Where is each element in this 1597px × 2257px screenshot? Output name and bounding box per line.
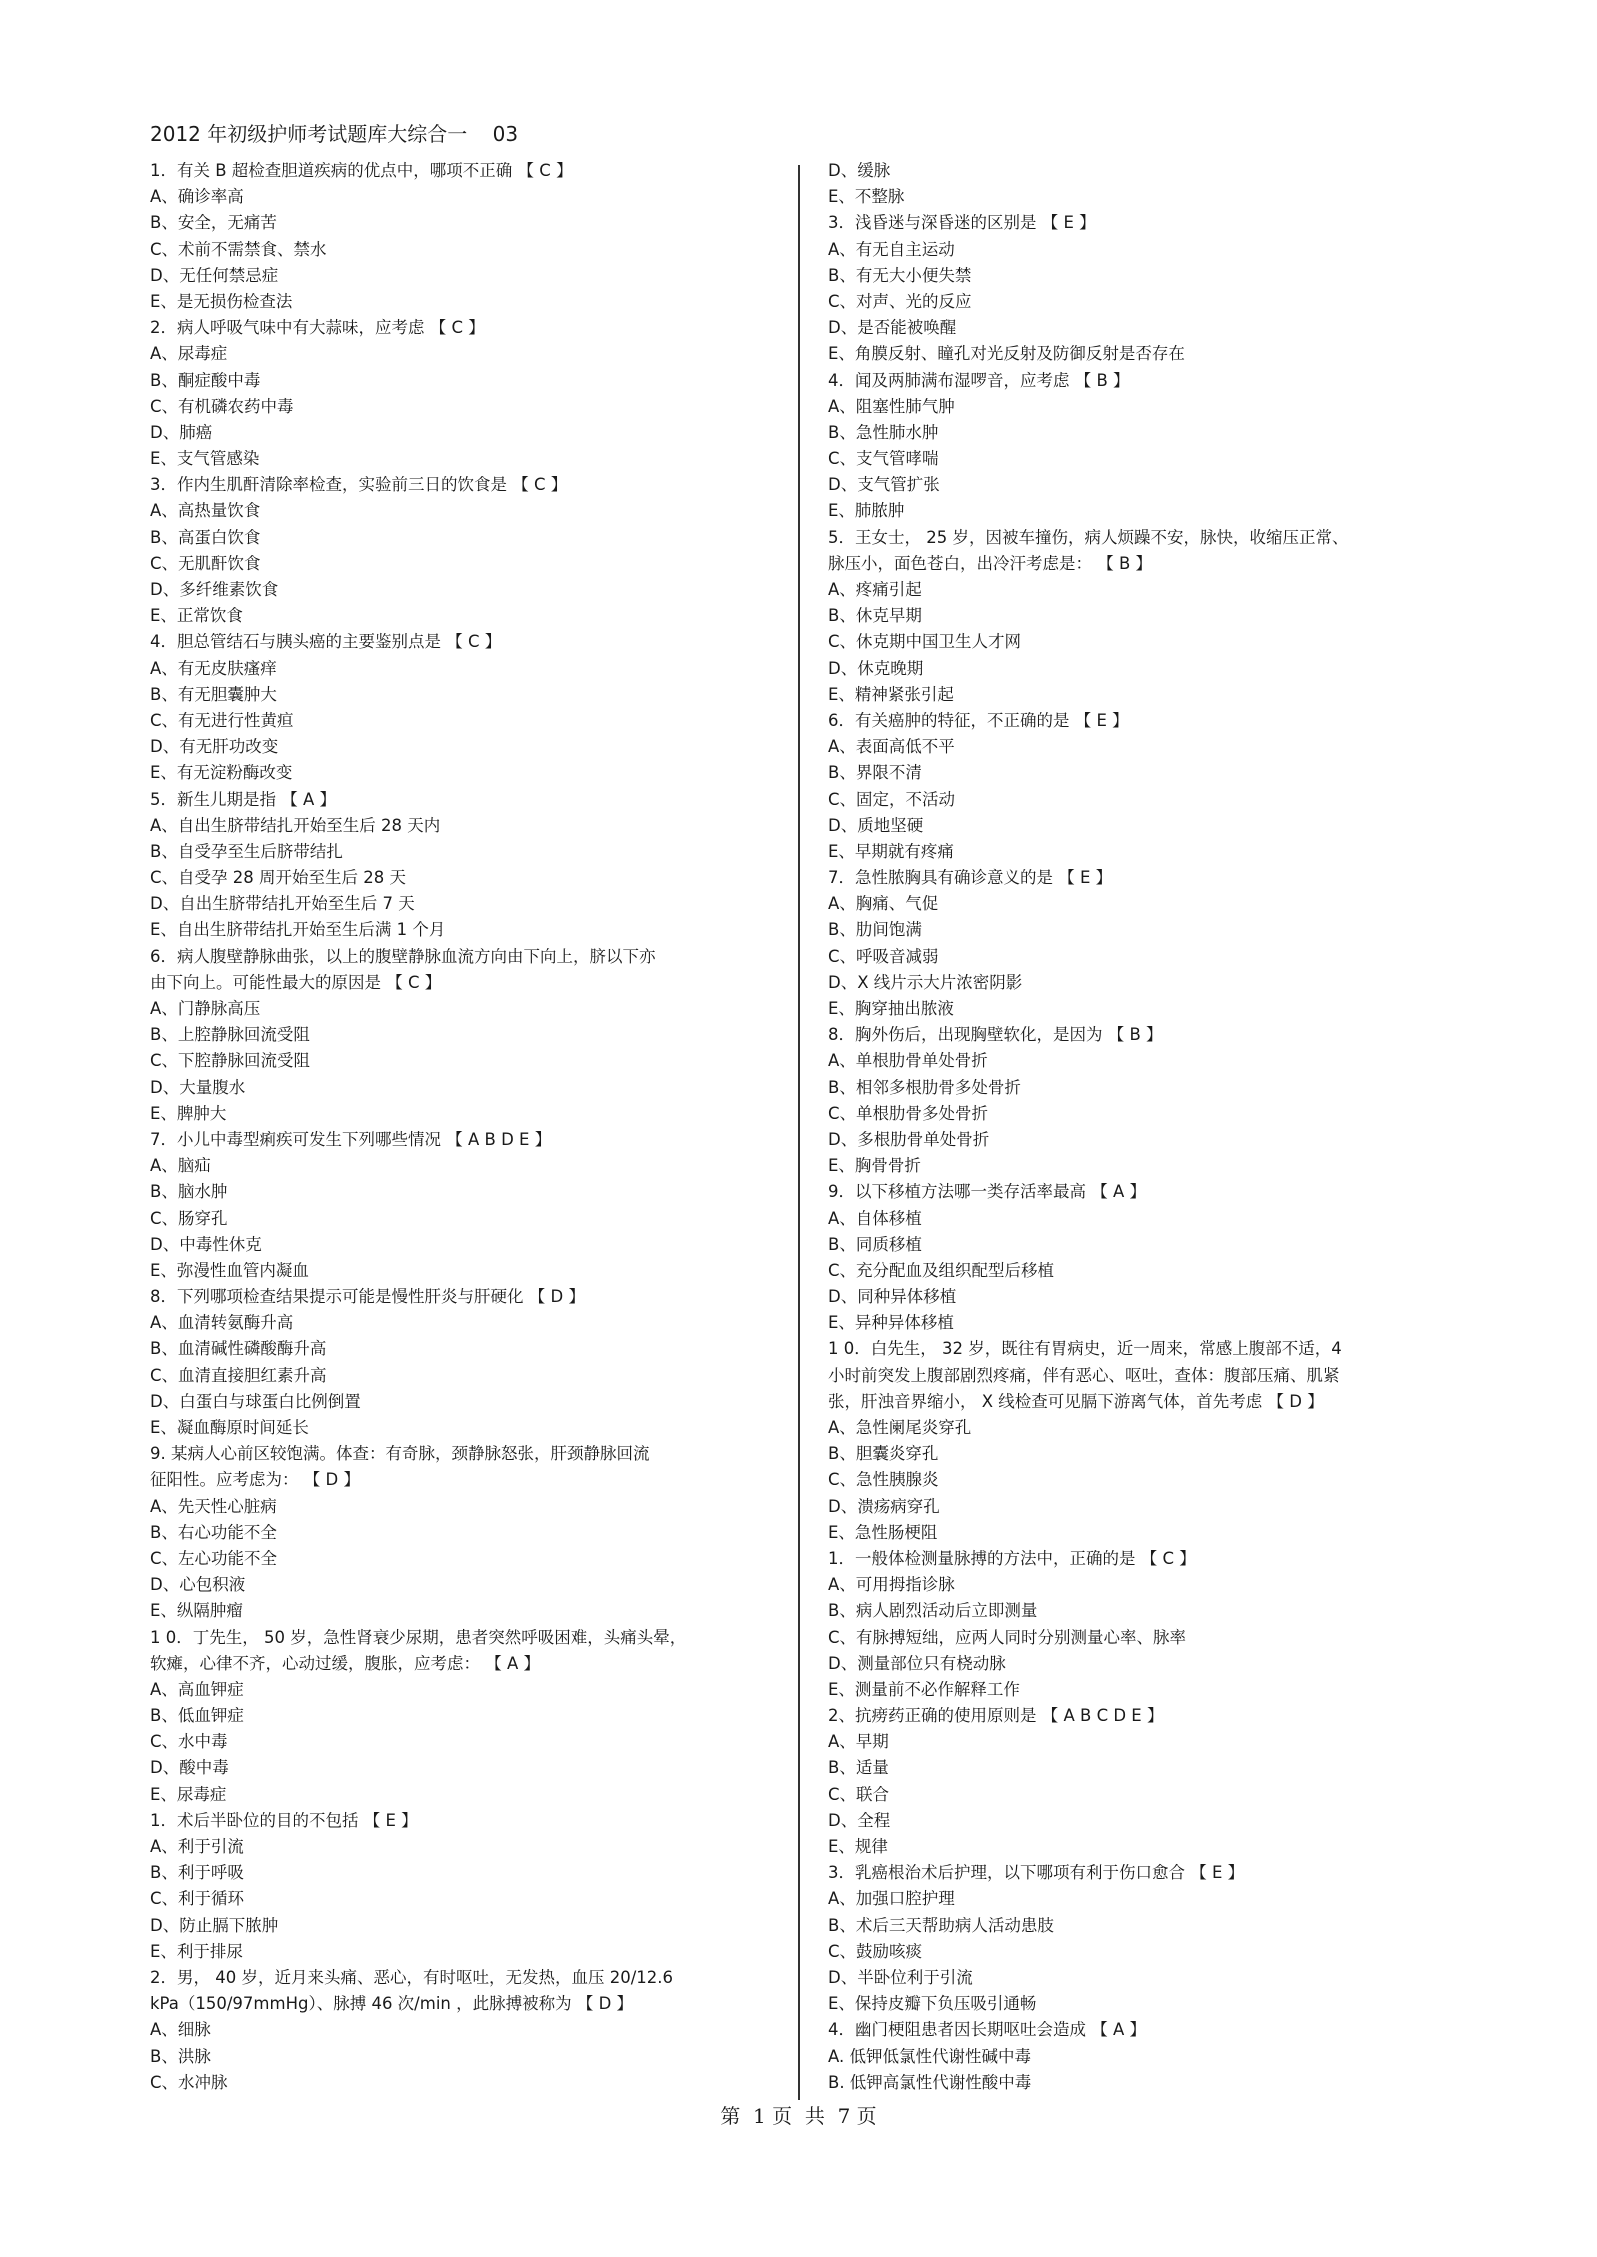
text-line: A、细脉 xyxy=(150,2020,211,2040)
text-line: D、休克晚期 xyxy=(828,658,924,678)
text-line: 8．下列哪项检查结果提示可能是慢性肝炎与肝硬化 【 D 】 xyxy=(150,1287,585,1307)
text-line: C、下腔静脉回流受阻 xyxy=(150,1051,311,1071)
text-line: C、呼吸音减弱 xyxy=(828,946,939,966)
text-line: E、不整脉 xyxy=(828,187,905,207)
text-line: D、多纤维素饮食 xyxy=(150,580,279,599)
text-line: D、同种异体移植 xyxy=(828,1287,957,1307)
text-line: A、有无皮肤瘙痒 xyxy=(150,658,277,678)
text-line: E、自出生脐带结扎开始至生后满 1 个月 xyxy=(150,920,446,940)
text-line: C、利于循环 xyxy=(150,1889,245,1909)
text-line: C、左心功能不全 xyxy=(150,1548,278,1568)
text-line: D、测量部位只有桡动脉 xyxy=(828,1653,1006,1673)
text-line: D、多根肋骨单处骨折 xyxy=(828,1129,990,1149)
text-line: A、可用拇指诊脉 xyxy=(828,1575,955,1595)
text-line: C、急性胰腺炎 xyxy=(828,1470,939,1490)
text-line: A. 低钾低氯性代谢性碱中毒 xyxy=(828,2046,1031,2066)
left-column xyxy=(150,158,750,2096)
text-line: E、保持皮瓣下负压吸引通畅 xyxy=(828,1994,1037,2014)
text-line: B、相邻多根肋骨多处骨折 xyxy=(828,1077,1021,1097)
text-line: A、门静脉高压 xyxy=(150,999,261,1018)
text-line: D、防止膈下脓肿 xyxy=(150,1915,279,1935)
text-line: D、半卧位利于引流 xyxy=(828,1967,973,1987)
text-line: A、尿毒症 xyxy=(150,344,228,364)
text-line: 征阳性。应考虑为： 【 D 】 xyxy=(150,1470,360,1490)
text-line: D、支气管扩张 xyxy=(828,475,940,495)
text-line: B、同质移植 xyxy=(828,1234,922,1254)
text-line: 8．胸外伤后，出现胸壁软化，是因为 【 B 】 xyxy=(828,1025,1163,1045)
text-line: E、是无损伤检查法 xyxy=(150,291,293,311)
text-line: D、是否能被唤醒 xyxy=(828,318,957,338)
text-line: B、右心功能不全 xyxy=(150,1522,277,1542)
text-line: 6．病人腹壁静脉曲张，以上的腹壁静脉血流方向由下向上，脐以下亦 xyxy=(150,946,656,966)
text-line: E、胸穿抽出脓液 xyxy=(828,999,954,1018)
text-line: D、酸中毒 xyxy=(150,1758,229,1778)
column-divider xyxy=(798,165,800,2100)
text-line: B、术后三天帮助病人活动患肢 xyxy=(828,1915,1054,1935)
text-line: C、水中毒 xyxy=(150,1732,228,1752)
text-line: B、界限不清 xyxy=(828,763,922,783)
text-line: C、固定，不活动 xyxy=(828,789,956,809)
text-line: E、凝血酶原时间延长 xyxy=(150,1418,309,1437)
text-line: 2．男， 40 岁，近月来头痛、恶心，有时呕吐，无发热，血压 20/12.6 xyxy=(150,1967,674,1987)
text-line: 7．小儿中毒型痢疾可发生下列哪些情况 【 A B D E 】 xyxy=(150,1129,552,1149)
text-line: E、有无淀粉酶改变 xyxy=(150,763,293,783)
text-line: A、早期 xyxy=(828,1732,889,1752)
text-line: A、阻塞性肺气肿 xyxy=(828,396,955,416)
text-line: E、角膜反射、瞳孔对光反射及防御反射是否存在 xyxy=(828,344,1185,364)
text-line: 3．乳癌根治术后护理，以下哪项有利于伤口愈合 【 E 】 xyxy=(828,1863,1245,1883)
text-line: C、水冲脉 xyxy=(150,2072,228,2092)
text-line: E、精神紧张引起 xyxy=(828,684,954,704)
text-line: E、脾肿大 xyxy=(150,1103,227,1123)
text-line: B、病人剧烈活动后立即测量 xyxy=(828,1601,1038,1621)
text-line: A、急性阑尾炎穿孔 xyxy=(828,1418,972,1437)
text-line: 9．以下移植方法哪一类存活率最高 【 A 】 xyxy=(828,1182,1147,1202)
text-line: 3．作内生肌酐清除率检查，实验前三日的饮食是 【 C 】 xyxy=(150,475,568,495)
text-line: C、有无进行性黄疸 xyxy=(150,710,294,730)
text-line: D、大量腹水 xyxy=(150,1077,246,1097)
text-line: 张，肝浊音界缩小， X 线检查可见膈下游离气体，首先考虑 【 D 】 xyxy=(828,1391,1324,1411)
text-line: B、安全，无痛苦 xyxy=(150,213,277,233)
text-line: D、质地坚硬 xyxy=(828,815,924,835)
page-footer: 第 1 页 共 7 页 xyxy=(720,2104,877,2128)
text-line: 1 0．白先生， 32 岁，既往有胃病史，近一周来，常感上腹部不适，4 xyxy=(828,1339,1342,1359)
text-line: C、单根肋骨多处骨折 xyxy=(828,1103,989,1123)
text-line: E、胸骨骨折 xyxy=(828,1156,921,1176)
text-line: 2、抗痨药正确的使用原则是 【 A B C D E 】 xyxy=(828,1706,1164,1726)
text-line: C、休克期中国卫生人才网 xyxy=(828,632,1022,652)
text-line: E、早期就有疼痛 xyxy=(828,841,954,861)
text-line: E、异种异体移植 xyxy=(828,1313,954,1333)
text-line: A、高血钾症 xyxy=(150,1679,244,1699)
text-line: B. 低钾高氯性代谢性酸中毒 xyxy=(828,2072,1032,2092)
text-line: A、确诊率高 xyxy=(150,187,244,207)
text-line: D、溃疡病穿孔 xyxy=(828,1496,940,1516)
right-column xyxy=(828,158,1428,2096)
text-line: 5．新生儿期是指 【 A 】 xyxy=(150,789,337,809)
text-line: C、有机磷农药中毒 xyxy=(150,396,294,416)
text-line: D、有无肝功改变 xyxy=(150,737,279,757)
text-line: C、对声、光的反应 xyxy=(828,291,972,311)
text-line: E、弥漫性血管内凝血 xyxy=(150,1260,309,1280)
text-line: E、纵隔肿瘤 xyxy=(150,1601,243,1621)
text-line: B、有无胆囊肿大 xyxy=(150,684,277,704)
text-line: B、血清碱性磷酸酶升高 xyxy=(150,1339,327,1359)
text-line: E、正常饮食 xyxy=(150,606,243,626)
text-line: kPa（150/97mmHg）、脉搏 46 次/min ，此脉搏被称为 【 D 】 xyxy=(150,1994,634,2014)
text-line: D、无任何禁忌症 xyxy=(150,265,279,285)
text-line: E、支气管感染 xyxy=(150,449,260,469)
text-line: B、急性肺水肿 xyxy=(828,422,939,442)
text-line: 4．胆总管结石与胰头癌的主要鉴别点是 【 C 】 xyxy=(150,632,502,652)
text-line: B、低血钾症 xyxy=(150,1706,244,1726)
text-line: C、自受孕 28 周开始至生后 28 天 xyxy=(150,868,406,888)
text-line: A、利于引流 xyxy=(150,1837,244,1856)
text-line: C、无肌酐饮食 xyxy=(150,553,261,573)
text-line: D、自出生脐带结扎开始至生后 7 天 xyxy=(150,894,415,914)
text-line: B、洪脉 xyxy=(150,2046,211,2066)
text-line: A、自体移植 xyxy=(828,1208,922,1228)
text-line: C、有脉搏短绌，应两人同时分别测量心率、脉率 xyxy=(828,1627,1187,1647)
text-line: 3．浅昏迷与深昏迷的区别是 【 E 】 xyxy=(828,213,1096,233)
text-line: B、有无大小便失禁 xyxy=(828,265,972,285)
text-line: A、表面高低不平 xyxy=(828,737,955,757)
text-line: B、肋间饱满 xyxy=(828,920,922,940)
text-line: E、规律 xyxy=(828,1837,888,1856)
text-line: B、利于呼吸 xyxy=(150,1863,244,1883)
text-line: A、高热量饮食 xyxy=(150,501,261,521)
text-line: A、胸痛、气促 xyxy=(828,894,939,914)
text-line: B、酮症酸中毒 xyxy=(150,370,261,390)
text-line: A、有无自主运动 xyxy=(828,239,955,259)
text-line: B、脑水肿 xyxy=(150,1182,228,1202)
text-line: 7．急性脓胸具有确诊意义的是 【 E 】 xyxy=(828,868,1113,888)
text-line: B、适量 xyxy=(828,1758,889,1778)
text-line: E、肺脓肿 xyxy=(828,501,905,521)
text-line: A、先天性心脏病 xyxy=(150,1496,277,1516)
text-line: E、利于排尿 xyxy=(150,1941,243,1961)
text-line: A、脑疝 xyxy=(150,1156,211,1176)
text-line: 脉压小，面色苍白，出冷汗考虑是： 【 B 】 xyxy=(828,553,1153,573)
text-line: C、充分配血及组织配型后移植 xyxy=(828,1260,1055,1280)
text-line: 5．王女士， 25 岁，因被车撞伤，病人烦躁不安，脉快，收缩压正常、 xyxy=(828,527,1349,547)
text-line: 1．一般体检测量脉搏的方法中，正确的是 【 C 】 xyxy=(828,1548,1196,1568)
text-line: 小时前突发上腹部剧烈疼痛，伴有恶心、呕吐，查体：腹部压痛、肌紧 xyxy=(828,1365,1340,1385)
text-line: D、心包积液 xyxy=(150,1575,246,1595)
text-line: C、支气管哮喘 xyxy=(828,449,939,469)
text-line: 9. 某病人心前区较饱满。体查：有奇脉，颈静脉怒张，肝颈静脉回流 xyxy=(150,1444,650,1464)
text-line: D、X 线片示大片浓密阴影 xyxy=(828,972,1023,992)
text-line: A、血清转氨酶升高 xyxy=(150,1313,294,1333)
text-line: B、胆囊炎穿孔 xyxy=(828,1444,939,1464)
text-line: D、中毒性休克 xyxy=(150,1234,262,1254)
text-line: 6．有关癌肿的特征，不正确的是 【 E 】 xyxy=(828,710,1129,730)
text-line: C、鼓励咳痰 xyxy=(828,1941,923,1961)
text-line: 1．有关 B 超检查胆道疾病的优点中，哪项不正确 【 C 】 xyxy=(150,161,573,180)
text-line: 软瘫，心律不齐，心动过缓，腹胀，应考虑： 【 A 】 xyxy=(150,1653,541,1673)
text-line: C、血清直接胆红素升高 xyxy=(150,1365,327,1385)
text-line: D、缓脉 xyxy=(828,161,891,180)
text-line: E、测量前不必作解释工作 xyxy=(828,1679,1020,1699)
text-line: E、尿毒症 xyxy=(150,1784,227,1804)
text-line: C、术前不需禁食、禁水 xyxy=(150,239,327,259)
text-line: 1 0．丁先生， 50 岁，急性肾衰少尿期，患者突然呼吸困难，头痛头晕， xyxy=(150,1627,687,1647)
text-line: B、休克早期 xyxy=(828,606,922,626)
text-line: D、全程 xyxy=(828,1810,891,1830)
text-line: D、肺癌 xyxy=(150,422,213,442)
text-line: A、自出生脐带结扎开始至生后 28 天内 xyxy=(150,815,441,835)
text-line: 1．术后半卧位的目的不包括 【 E 】 xyxy=(150,1810,418,1830)
text-line: A、疼痛引起 xyxy=(828,580,922,599)
text-line: D、白蛋白与球蛋白比例倒置 xyxy=(150,1391,361,1411)
text-line: C、联合 xyxy=(828,1784,890,1804)
text-line: B、上腔静脉回流受阻 xyxy=(150,1025,310,1045)
text-line: 4．幽门梗阻患者因长期呕吐会造成 【 A 】 xyxy=(828,2020,1147,2040)
text-line: B、高蛋白饮食 xyxy=(150,527,261,547)
text-line: E、急性肠梗阻 xyxy=(828,1522,938,1542)
document-title: 2012 年初级护师考试题库大综合一 03 xyxy=(150,122,519,146)
text-line: A、加强口腔护理 xyxy=(828,1889,955,1909)
text-line: 4．闻及两肺满布湿啰音，应考虑 【 B 】 xyxy=(828,370,1130,390)
text-line: B、自受孕至生后脐带结扎 xyxy=(150,841,343,861)
text-line: 由下向上。可能性最大的原因是 【 C 】 xyxy=(150,972,442,992)
text-line: A、单根肋骨单处骨折 xyxy=(828,1051,988,1071)
text-line: 2．病人呼吸气味中有大蒜味，应考虑 【 C 】 xyxy=(150,318,485,338)
text-line: C、肠穿孔 xyxy=(150,1208,228,1228)
